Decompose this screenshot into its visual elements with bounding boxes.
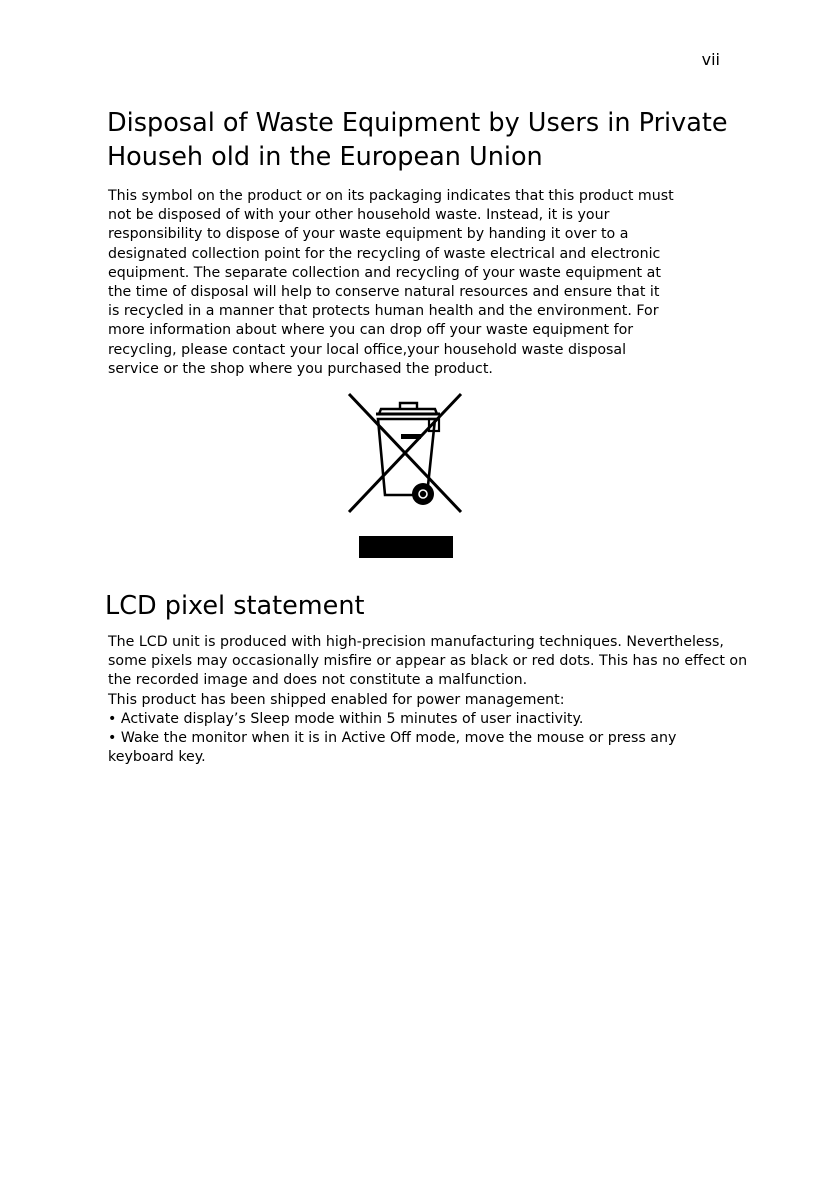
weee-heading-line-1: Disposal of Waste Equipment by Users in Private [107,108,728,138]
weee-body-line: recycling, please contact your local office,your household waste disposal [108,341,627,358]
weee-body-line: more information about where you can drop off your waste equipment for [108,322,634,339]
lcd-body-line: some pixels may occasionally misfire or appear as black or red dots. This has no effect on [108,653,748,670]
weee-symbol-bar [359,536,453,558]
weee-body-line: not be disposed of with your other household waste. Instead, it is your [108,207,610,224]
lcd-heading: LCD pixel statement [105,591,365,621]
lcd-body-line: keyboard key. [108,749,206,766]
lcd-body-line: This product has been shipped enabled for power management: [108,691,565,708]
weee-body-line: is recycled in a manner that protects human health and the environment. For [108,303,659,320]
crossed-out-wheelie-bin-icon [345,391,469,517]
lcd-body-line: The LCD unit is produced with high-precision manufacturing techniques. Nevertheless, [108,634,724,650]
weee-heading-line-2: Househ old in the European Union [107,142,543,172]
page-number: vii [701,50,720,69]
weee-body-line: responsibility to dispose of your waste equipment by handing it over to a [108,226,629,243]
weee-body-paragraph [108,187,674,379]
weee-body-line: This symbol on the product or on its packaging indicates that this product must [108,188,674,204]
lcd-body-paragraph [108,633,747,767]
weee-body-line: designated collection point for the recycling of waste electrical and electronic [108,245,661,262]
lcd-bullet-item: • Activate display’s Sleep mode within 5 minutes of user inactivity. [108,710,584,727]
weee-body-line: the time of disposal will help to conserve natural resources and ensure that it [108,284,660,301]
lcd-body-line: the recorded image and does not constitute a malfunction. [108,672,528,689]
weee-body-line: equipment. The separate collection and recycling of your waste equipment at [108,264,661,281]
lcd-bullet-item: • Wake the monitor when it is in Active Off mode, move the mouse or press any [108,730,677,747]
weee-heading [107,106,728,174]
weee-body-line: service or the shop where you purchased the product. [108,360,493,377]
